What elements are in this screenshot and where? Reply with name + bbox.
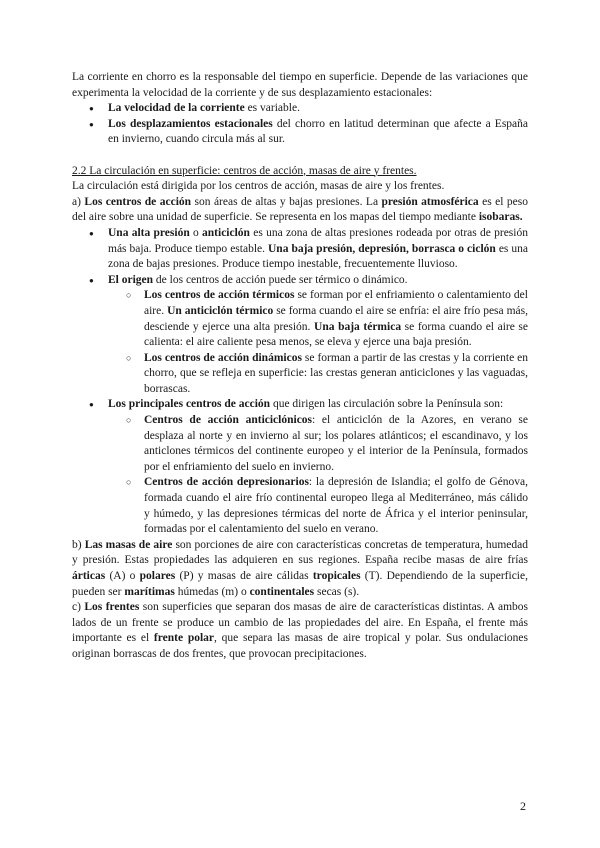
list-item	[72, 117, 528, 148]
paragraph-c	[72, 600, 528, 662]
list-item-text: o	[189, 226, 203, 239]
bold-term: Una alta presión	[108, 226, 190, 239]
paragraph-text: (P) y masas de aire cálidas	[175, 570, 313, 582]
bold-term: Las masas de aire	[84, 538, 173, 551]
bold-term: Los principales centros de acción	[108, 398, 271, 411]
bold-term: La velocidad de la corriente	[108, 102, 245, 115]
paragraph-a	[72, 195, 528, 226]
list-item	[72, 226, 528, 273]
paragraph-prefix: a)	[72, 195, 85, 208]
list-item-text: se forma cuando el aire se calienta: el aire caliente pesa menos, se eleva y ejerce una baja presión.	[144, 320, 529, 349]
list-item-text: se forma cuando el aire se enfría: el aire frío pesa más, desciende y ejerce una alta presión.	[144, 304, 528, 333]
bold-term: anticiclón	[202, 226, 250, 239]
bold-term: Una baja presión, depresión, borrasca o ciclón	[268, 242, 496, 255]
list-item	[72, 288, 528, 350]
bold-term: frente polar	[153, 632, 215, 645]
bold-term: Los centros de acción térmicos	[144, 289, 295, 302]
bold-term: Los centros de acción	[84, 195, 192, 208]
list-item	[72, 101, 528, 117]
page-number: 2	[520, 799, 526, 813]
spacer	[72, 148, 528, 164]
bold-term: árticas	[72, 570, 106, 582]
paragraph-prefix: b)	[72, 538, 85, 551]
paragraph-text: son áreas de altas y bajas presiones. La	[191, 195, 382, 208]
intro-paragraph: La corriente en chorro es la responsable del tiempo en superficie. Depende de las variaciones que experimenta la velocidad de la corriente y de sus desplazamiento estacionales:	[72, 71, 528, 99]
bold-term: continentales	[249, 585, 315, 598]
list-item-text: de los centros de acción puede ser térmico o dinámico.	[153, 273, 408, 286]
list-item	[72, 475, 528, 537]
paragraph-text: son superficies que separan dos masas de aire de características distintas. A ambos lados de un frente se produce un cambio de las propiedades del aire. En España, el frente más importante es el	[72, 601, 529, 645]
paragraph-text: , que separa las masas de aire tropical y polar. Sus ondulaciones originan borrascas de dos frentes, que provocan precipitaciones.	[72, 632, 528, 660]
list-item	[72, 351, 528, 398]
section-intro: La circulación está dirigida por los centros de acción, masas de aire y los frentes.	[72, 180, 445, 193]
list-item-text: se forman por el enfriamiento o calentamiento del aire.	[144, 289, 528, 317]
bold-term: marítimas	[124, 585, 175, 598]
paragraph-text: secas (s).	[314, 585, 360, 598]
bold-term: Un anticiclón térmico	[167, 304, 274, 317]
list-item-text: : el anticiclón de la Azores, en verano se desplaza al norte y en invierno al sur; los polares atlánticos; el escandinavo, y los anticlones térmicos del continente europeo y el interior de la Península, formados por el enfriamiento del suelo en invierno.	[144, 414, 529, 473]
paragraph-b	[72, 538, 528, 600]
paragraph-text: (T). Dependiendo de la superficie, pueden ser	[72, 570, 528, 598]
paragraph-text: húmedas (m) o	[174, 585, 250, 598]
paragraph-text: (A) o	[105, 570, 140, 582]
bold-term: tropicales	[312, 570, 361, 582]
principales-sublist	[72, 413, 528, 538]
bold-term: isobaras.	[478, 211, 523, 224]
bold-term: presión atmosférica	[381, 195, 479, 208]
list-item-text: es variable.	[244, 102, 300, 115]
paragraph-prefix: c)	[72, 601, 85, 614]
list-item-text: es una zona de altas presiones rodeada por otras de presión más baja. Produce tiempo estable.	[108, 226, 528, 255]
list-item-text: se forman a partir de las crestas y la corriente en chorro, que se refleja en superficie: las crestas generan anticiclones y las vaguadas, borrascas.	[144, 351, 528, 395]
list-item-text: del chorro en latitud determinan que afecte a España en invierno, cuando circula más al sur.	[108, 117, 529, 146]
list-item	[72, 273, 528, 289]
bold-term: Los centros de acción dinámicos	[144, 351, 302, 364]
list-item	[72, 413, 528, 475]
section-heading: 2.2 La circulación en superficie: centros de acción, masas de aire y frentes.	[72, 164, 417, 177]
principales-bullet-list	[72, 397, 528, 413]
paragraph-text: es el peso del aire sobre una unidad de superficie. Se representa en los mapas del tiempo mediante	[72, 195, 529, 224]
document-page	[72, 70, 528, 663]
bold-term: Una baja térmica	[314, 320, 402, 333]
bold-term: Centros de acción depresionarios	[144, 476, 309, 489]
bold-term: polares	[139, 570, 176, 582]
bold-term: Centros de acción anticiclónicos	[144, 414, 313, 427]
intro-bullet-list	[72, 101, 528, 148]
list-item-text: : la depresión de Islandia; el golfo de Génova, formada cuando el aire frío continental europeo llega al Mediterráneo, más cálido y húmedo, y las depresiones térmicas del norte de África y el interior peninsular, formadas por el calentamiento del suelo en verano.	[144, 476, 528, 536]
bold-term: Los frentes	[84, 601, 140, 614]
centros-bullet-list	[72, 226, 528, 288]
paragraph-text: son porciones de aire con características concretas de temperatura, humedad y presión. Estas propiedades las adquieren en sus regiones. España recibe masas de aire frías	[72, 538, 528, 567]
bold-term: Los desplazamientos estacionales	[108, 117, 273, 130]
bold-term: El origen	[108, 273, 154, 286]
origen-sublist	[72, 288, 528, 397]
list-item	[72, 397, 528, 413]
list-item-text: que dirigen las circulación sobre la Península son:	[270, 398, 504, 411]
list-item-text: es una zona de bajas presiones. Produce tiempo inestable, frecuentemente lluvioso.	[108, 242, 529, 271]
